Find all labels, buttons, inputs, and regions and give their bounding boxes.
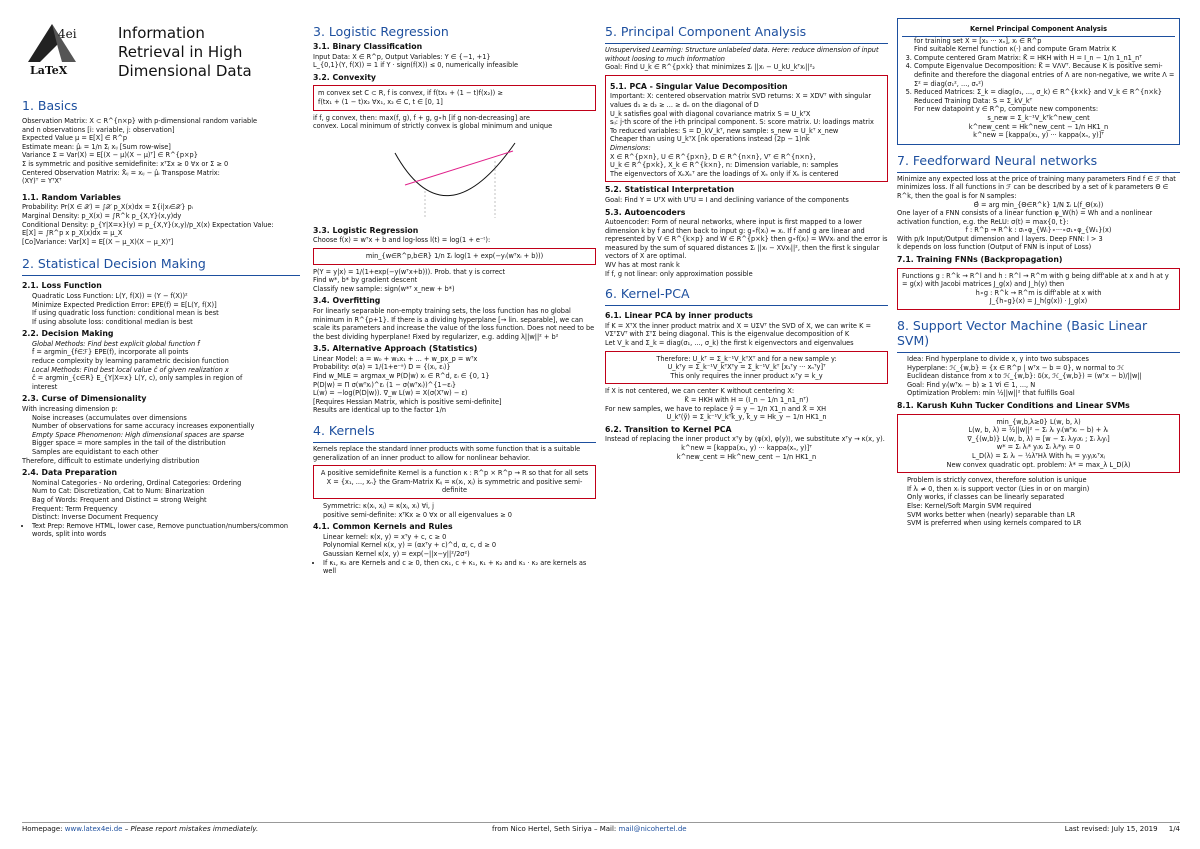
text-line: if f, g convex, then: max(f, g), f + g, g∘h [if g non-decreasing] are bbox=[313, 113, 530, 122]
prep-list bbox=[22, 479, 300, 539]
text-line: E[X] = ∫R^p x p_X(x)dx = μ_X bbox=[22, 229, 123, 238]
list-item: • Samples are equidistant to each other bbox=[32, 448, 300, 457]
formula-line: h∘g : R^k → R^m is diff'able at x with bbox=[975, 288, 1102, 297]
text-line: With increasing dimension p: bbox=[22, 405, 118, 414]
text-line: Goal: Find U_k ∈ R^{p×k} that minimizes Σᵢ ||xᵢ − U_kU_kᵀxᵢ||²₂ bbox=[605, 63, 815, 72]
list-item: • Empty Space Phenomenon: High dimensional spaces are sparse bbox=[32, 431, 300, 440]
decision-list bbox=[22, 340, 300, 392]
subsection-heading: 8.1. Karush Kuhn Tucker Conditions and Linear SVMs bbox=[897, 401, 1130, 410]
list-item: • Polynomial Kernel κ(x, y) = (αxᵀy + c)^d, α, c, d ≥ 0 bbox=[323, 541, 596, 550]
text-line: Expected Value μ = E[X] ∈ R^p bbox=[22, 134, 128, 143]
curse-list bbox=[22, 414, 300, 457]
list-item: 6. Reduced Training Data: S = Σ_kV_kᵀ bbox=[914, 97, 1175, 106]
header bbox=[22, 18, 300, 90]
paragraph: If K = XᵀX the inner product matrix and X = UΣVᵀ the SVD of X, we can write K = VΣᵀΣVᵀ with ΣᵀΣ being diagonal. This is the eigenvalue decomposition of K bbox=[605, 321, 872, 339]
box-title: Kernel Principal Component Analysis bbox=[902, 23, 1175, 37]
latex4ei-logo bbox=[22, 18, 82, 78]
list-item: • SVM is preferred when using kernels compared to LR bbox=[907, 519, 1180, 528]
list-item: • Gaussian Kernel κ(x, y) = exp(−||x−y||²/2σ²) bbox=[323, 550, 596, 559]
footer bbox=[22, 822, 1180, 833]
section-ffnn-heading: 7. Feedforward Neural networks bbox=[897, 152, 1098, 168]
list-item: • Bag of Words: Frequent and Distinct = strong Weight bbox=[32, 496, 300, 505]
formula-line: U_kᵀy = Σ_k⁻¹V_kᵀXᵀy = Σ_k⁻¹V_kᵀ [x₁ᵀy ··· xₙᵀy]ᵀ bbox=[667, 363, 826, 372]
page-number: 1/4 bbox=[1168, 825, 1180, 833]
list-item: • Number of observations for same accuracy increases exponentially bbox=[32, 422, 300, 431]
text-line: L(w) = −log(P(D|w)). ∇_w L(w) = X(σ(Xᵀw) − ε) bbox=[313, 389, 468, 398]
revision-date: Last revised: July 15, 2019 bbox=[1064, 825, 1158, 833]
paragraph: One layer of a FNN consists of a linear function φ_W(h) = Wh and a nonlinear activation function, e.g. the ReLU: σ(t) = max{0, t}: bbox=[897, 209, 1153, 226]
text-line: k depends on loss function (Output of FNN is input of Loss) bbox=[897, 243, 1092, 252]
list-item: • Minimize Expected Prediction Error: EPE(f) = E[L(Y, f(X)] bbox=[32, 301, 300, 310]
text-line: reduce complexity by learning parametric decision function bbox=[32, 357, 229, 366]
subsection-heading: 4.1. Common Kernels and Rules bbox=[313, 522, 453, 532]
kernel-pca-summary-box bbox=[897, 18, 1180, 145]
paragraph: Minimize any expected loss at the price of training many parameters Find f ∈ ℱ that minimizes loss. If all functions in ℱ can be described by a set of k parameters Θ ∈ R^k, then the goal is for N samples: bbox=[897, 172, 1180, 201]
subsection-heading: 2.4. Data Preparation bbox=[22, 468, 118, 478]
subsection-heading: 2.3. Curse of Dimensionality bbox=[22, 394, 147, 404]
kernel-props-list bbox=[313, 502, 596, 519]
text-line: Find w_MLE = argmax_w P(D|w) xᵢ ∈ R^d, εᵢ ∈ {0, 1} bbox=[313, 372, 490, 381]
text-line: If X is not centered, we can center K without centering X: bbox=[605, 387, 795, 396]
text-line: and n observations [i: variable, j: observation] bbox=[22, 125, 175, 134]
kkt-box bbox=[897, 414, 1180, 474]
formula-line: K̃ = HKH with H = (I_n − 1/n 1_n1_nᵀ) bbox=[684, 396, 809, 404]
homepage-link[interactable]: www.latex4ei.de bbox=[64, 825, 123, 833]
list-item: • SVM works better when (nearly) separable than LR bbox=[907, 511, 1180, 520]
text-line: U_k ∈ R^{p×k}, X_k ∈ R^{k×n}, n: Dimension variable, n: samples bbox=[610, 161, 839, 170]
formula-line: J_{h∘g}(x) = J_h(g(x)) · J_g(x) bbox=[989, 297, 1088, 306]
column-1 bbox=[22, 90, 300, 539]
formula-line: f : R^p → R^k : σₗ∘φ_{Wₗ}∘···∘σ₁∘φ_{W₁}(x) bbox=[965, 226, 1112, 235]
formula-line: min_{w,b,λ≥0} L(w, b, λ) bbox=[996, 417, 1081, 426]
section-kernels-heading: 4. Kernels bbox=[313, 423, 375, 439]
text-line: Linear Model: a = w₀ + w₁x₁ + ... + w_px_p = wᵀx bbox=[313, 354, 478, 363]
text-line: Σ is symmetric and positive semidefinite: xᵀΣx ≥ 0 ∀x or Σ ≥ 0 bbox=[22, 159, 229, 168]
formula-line: s_new = Σ_k⁻¹V_kᵀk^new_cent bbox=[987, 113, 1090, 122]
subsection-heading: 6.2. Transition to Kernel PCA bbox=[605, 424, 732, 434]
list-item: • Optimization Problem: min ½||w||² that fulfills Goal bbox=[907, 389, 1180, 398]
column-3 bbox=[605, 14, 888, 461]
list-item: • Only works, if classes can be linearly separated bbox=[907, 493, 1180, 502]
paragraph: Let V_k and Σ_k = diag(σ₁, ..., σ_k) the first k eigenvectors and eigenvalues bbox=[605, 339, 854, 348]
text-line: Results are identical up to the factor 1/n bbox=[313, 406, 447, 415]
text-line: [Co]Variance: Var[X] = E[(X − μ_X)(X − μ_X)ᵀ] bbox=[22, 237, 174, 246]
text-line: Marginal Density: p_X(x) = ∫R^k p_{X,Y}(x,y)dy bbox=[22, 211, 182, 220]
formula-line: Therefore: U_kᵀ = Σ_k⁻¹V_kᵀXᵀ and for a new sample y: bbox=[656, 354, 837, 363]
section-lr-heading: 3. Logistic Regression bbox=[313, 24, 449, 39]
text-line: (XY)ᵀ = YᵀXᵀ bbox=[22, 177, 62, 186]
list-item: • Distinct: Inverse Document Frequency bbox=[32, 513, 300, 522]
column-4 bbox=[897, 14, 1180, 528]
text-line: U_k satisfies goal with diagonal covariance matrix S = U_kᵀX bbox=[610, 109, 811, 118]
text-line: X ∈ R^{p×n}, U ∈ R^{p×n}, D ∈ R^{n×n}, Vᵀ ∈ R^{n×n}, bbox=[610, 152, 816, 161]
kernel-definition-box: A positive semidefinite Kernel is a function κ : R^p × R^p → R so that for all sets X = {x₁, ..., xₙ} the Gram-Matrix Kᵢⱼ = κ(xᵢ, xⱼ) is symmetric and positive semi-definite bbox=[313, 465, 596, 499]
formula-line: f(tx₁ + (1 − t)x₂ ∀x₁, x₂ ∈ C, t ∈ [0, 1] bbox=[318, 97, 443, 106]
text-line: f̂ = argmin_{f∈ℱ} EPE(f), incorporate all points bbox=[32, 348, 189, 357]
text-line: Find w*, b* by gradient descent bbox=[313, 276, 418, 285]
list-item: • Problem is strictly convex, therefore solution is unique bbox=[907, 476, 1180, 485]
text-line: convex. Local minimum of strictly convex is global minimum and unique bbox=[313, 122, 553, 131]
mail-link[interactable]: mail@nicohertel.de bbox=[618, 825, 687, 833]
text-line: Conditional Density: p_{Y|X=x}(y) = p_{X,Y}(x,y)/p_X(x) Expectation Value: bbox=[22, 220, 274, 229]
text-line: P(D|w) = Π σ(wᵀxᵢ)^εᵢ (1 − σ(wᵀxᵢ))^{1−εᵢ} bbox=[313, 380, 457, 389]
text-line: Choose f(x) = wᵀx + b and log-loss l(t) = log(1 + e⁻ᵗ): bbox=[313, 236, 491, 245]
paragraph: sᵢⱼ: j-th score of the i-th principal component. S: score matrix. U: loadings matrix bbox=[610, 118, 874, 127]
text-line: Probability: σ(a) = 1/(1+e⁻ᵃ) D = {(xᵢ, εᵢ)} bbox=[313, 363, 451, 372]
kpca-steps-list bbox=[902, 37, 1175, 114]
list-item: • If using absolute loss: conditional median is best bbox=[32, 318, 300, 327]
formula-line: k^new_cent = Hk^new_cent − 1/n HK1_n bbox=[676, 452, 817, 461]
list-item: • Euclidean distance from x to ℋ_{w,b}: δ(x, ℋ_{w,b}) = (wᵀx − b)/||w|| bbox=[907, 372, 1180, 381]
title-line: Dimensional Data bbox=[118, 62, 252, 80]
kkt-list bbox=[897, 476, 1180, 528]
paragraph: Unsupervised Learning: Structure unlabeled data. Here: reduce dimension of input without loosing to much information bbox=[605, 43, 888, 63]
section-svm-heading: 8. Support Vector Machine (Basic Linear SVM) bbox=[897, 318, 1148, 349]
text-line: If f, g not linear: only approximation possible bbox=[605, 269, 753, 278]
list-item: 3. Compute centered Gram Matrix: K̃ = HKH with H = I_n − 1/n 1_n1_nᵀ bbox=[914, 54, 1175, 63]
subsection-heading: 1.1. Random Variables bbox=[22, 192, 121, 202]
list-item: • Hyperplane: ℋ_{w,b} = {x ∈ R^p | wᵀx − b = 0}, w normal to ℋ bbox=[907, 364, 1180, 373]
text-line: L_{0,1}(Y, f(X)) = 1 if Y · sign(f(X)) ≤ 0, numerically infeasible bbox=[313, 61, 519, 70]
text-line: WV has at most rank k bbox=[605, 261, 680, 270]
subsection-heading: 3.3. Logistic Regression bbox=[313, 225, 419, 235]
paragraph: Goal: Find Y = UᵀX with UᵀU = I and declining variance of the components bbox=[605, 195, 849, 204]
list-item: 2. Find suitable Kernel function κ(·) and compute Gram Matrix K bbox=[914, 45, 1175, 54]
svg-text:4ei: 4ei bbox=[58, 27, 77, 41]
formula-line: Θ̂ = arg min_{Θ∈R^k} 1/N Σᵢ L(f_Θ(xᵢ)) bbox=[973, 200, 1104, 209]
footer-left bbox=[22, 825, 258, 833]
formula-line: w* = Σᵢ λᵢ* yᵢxᵢ Σᵢ λᵢ*yᵢ = 0 bbox=[996, 443, 1081, 452]
formula-line: m convex set C ⊂ R, f is convex, if f(tx₁ + (1 − t)f(x₂)) ≥ bbox=[318, 89, 503, 98]
text-line: Classify new sample: sign(w*ᵀ x_new + b*) bbox=[313, 284, 455, 293]
text-line: Variance Σ = Var(X) = E[(X − μ)(X − μ)ᵀ] ∈ R^{p×p} bbox=[22, 151, 198, 160]
section-sdm-heading: 2. Statistical Decision Making bbox=[22, 256, 206, 272]
backprop-box bbox=[897, 268, 1180, 310]
kernel-rules-list bbox=[313, 533, 596, 576]
subsection-heading: 3.4. Overfitting bbox=[313, 296, 381, 306]
subsection-heading: 2.1. Loss Function bbox=[22, 281, 102, 291]
loss-list bbox=[22, 292, 300, 326]
formula-line: New convex quadratic opt. problem: λ* = max_λ L_D(λ) bbox=[946, 460, 1131, 469]
subsection-heading: 5.3. Autoencoders bbox=[605, 207, 686, 217]
paragraph: Instead of replacing the inner product xᵀy by ⟨φ(x), φ(y)⟩, we substitute xᵀy → κ(x, y). bbox=[605, 435, 885, 444]
footer-middle bbox=[492, 825, 687, 833]
list-item: • Goal: Find yᵢ(wᵀxᵢ − b) ≥ 1 ∀i ∈ 1, ..., N bbox=[907, 381, 1180, 390]
paragraph: Functions g : R^k → R^l and h : R^l → R^m with g being diff'able at x and h at y = g(x) with Jacobi matrices J_g(x) and J_h(y) then bbox=[902, 271, 1169, 289]
list-item: • If λᵢ ≠ 0, then xᵢ is support vector (Lies in or on margin) bbox=[907, 485, 1180, 494]
subsection-heading: 5.1. PCA - Singular Value Decomposition bbox=[610, 81, 788, 91]
title-line: Information bbox=[118, 24, 205, 42]
convexity-box bbox=[313, 85, 596, 110]
text-line: For new samples, we have to replace ỹ = y − 1/n X1_n and X̃ = XH bbox=[605, 404, 827, 413]
section-basics-heading: 1. Basics bbox=[22, 98, 78, 113]
subsection-heading: 3.1. Binary Classification bbox=[313, 42, 423, 51]
svm-section bbox=[897, 352, 1180, 528]
list-item: 4. Compute Eigenvalue Decomposition: K̃ = VΛVᵀ. Because K is positive semi-definite and therefore the diagonal entries of Λ are non-negative, we write Λ = Σ² = diag(σ₁², ..., σₙ²) bbox=[914, 62, 1175, 88]
svm-list bbox=[897, 355, 1180, 398]
text-line: Therefore, difficult to estimate underlying distribution bbox=[22, 456, 200, 465]
paragraph: Important: X: centered observation matrix SVD returns: X = XDVᵀ with singular values d₁ ≥ d₂ ≥ ... ≥ dₙ on the diagonal of D bbox=[610, 92, 872, 109]
formula-line: This only requires the inner product xᵢᵀy = k_y bbox=[670, 371, 823, 380]
text-line: The eigenvectors of XₖXₖᵀ are the loadings of Xₖ only if Xₖ is centered bbox=[610, 169, 839, 178]
list-item: • positive semi-definite: xᵀKx ≥ 0 ∀x or all eigenvalues ≥ 0 bbox=[323, 511, 596, 520]
list-item: • Text Prep: Remove HTML, lower case, Remove punctuation/numbers/common words, split into words bbox=[32, 522, 300, 539]
logreg-box bbox=[313, 248, 596, 265]
list-item: • Linear kernel: κ(x, y) = xᵀy + c, c ≥ 0 bbox=[323, 533, 596, 542]
text-line: ĉ = argmin_{c∈R} E_{Y|X=x} L(Y, c), only samples in region of bbox=[32, 374, 243, 383]
svg-text:LaTeX: LaTeX bbox=[30, 64, 68, 77]
text-line: Cheaper than using U_kᵀX [nk operations instead (2p − 1)nk bbox=[610, 135, 810, 144]
list-item: • Global Methods: Find best explicit global function f̂ bbox=[32, 340, 300, 349]
formula-line: k^new = [kappa(x₁, y) ··· kappa(xₙ, y)]ᵀ bbox=[973, 131, 1104, 140]
list-item: • If κ₁, κ₂ are Kernels and c ≥ 0, then cκ₁, c + κ₁, κ₁ + κ₂ and κ₁ · κ₂ are kernels as well bbox=[323, 559, 596, 576]
text-line: Dimensions: bbox=[610, 143, 651, 152]
paragraph: Autoencoder: Form of neural networks, where input is first mapped to a lower dimension k by f and then back to input g: g∘f(xᵢ) ≈ xᵢ. If f and g are linear and represented by V ∈ R^{k×p} and W ∈ R^{p×k} then g∘f(xᵢ) = WVxᵢ and the error is measured by the sum of squared distances Σᵢ ||xᵢ − XVxᵢ||², then the first k singular vectors of X are optimal. bbox=[605, 218, 888, 261]
section-kernel-pca-heading: 6. Kernel-PCA bbox=[605, 286, 690, 302]
formula-line: k^new = [kappa(x₁, y) ··· kappa(xₙ, y)]ᵀ bbox=[681, 443, 812, 452]
column-2 bbox=[313, 14, 596, 576]
svd-box bbox=[605, 75, 888, 183]
list-item: • Num to Cat: Discretization, Cat to Num: Binarization bbox=[32, 487, 300, 496]
text-line: interest bbox=[32, 382, 58, 391]
footer-right bbox=[1065, 825, 1180, 833]
list-item: 7. For new datapoint y ∈ R^p, compute new components: bbox=[914, 105, 1175, 114]
formula-line: L(w, b, λ) = ½||w||² − Σᵢ λᵢ yᵢ(wᵀxᵢ − b) + λᵢ bbox=[968, 426, 1109, 435]
text-line: Probability: Pr(X ∈ 𝒳) = ∫𝒳 p_X(x)dx = Σ{i|xᵢ∈𝒳} pᵢ bbox=[22, 203, 193, 212]
subsection-heading: 2.2. Decision Making bbox=[22, 329, 114, 339]
list-item: • Symmetric: κ(xᵢ, xⱼ) = κ(xⱼ, xᵢ) ∀i, j bbox=[323, 502, 596, 511]
text-line: Observation Matrix: X ⊂ R^{n×p} with p-dimensional random variable bbox=[22, 117, 258, 125]
formula-line: U_kᵀ(ỹ) = Σ_k⁻¹V_kᵀk̃_y, k̃_y = Hk_y − 1/n HK1_n bbox=[666, 413, 827, 422]
list-item: • Else: Kernel/Soft Margin SVM required bbox=[907, 502, 1180, 511]
list-item: • Bigger space = more samples in the tail of the distribution bbox=[32, 439, 300, 448]
paragraph: For linearly separable non-empty training sets, the loss function has no global minimum in R^{p+1}. If there is a dividing hyperplane [→ lin. separable], we can scale its parameters and increase the value of the loss function. Does not need to be the best dividing hyperplane! Fixed by regularizer, e.g. adding λ||w||² + b² bbox=[313, 306, 595, 341]
list-item: • Nominal Categories - No ordering, Ordinal Categories: Ordering bbox=[32, 479, 300, 488]
list-item: • Quadratic Loss Function: L(Y, f(X)) = (Y − f(X))² bbox=[32, 292, 300, 301]
footer-text: from Nico Hertel, Seth Siriya – Mail: bbox=[492, 825, 619, 833]
text-line: [Requires Hessian Matrix, which is positive semi-definite] bbox=[313, 397, 502, 406]
subsection-heading: 3.5. Alternative Approach (Statistics) bbox=[313, 344, 478, 354]
list-item: • If using quadratic loss function: conditional mean is best bbox=[32, 309, 300, 318]
kernel-pca-section bbox=[605, 305, 888, 461]
title-line: Retrieval in High bbox=[118, 43, 243, 61]
formula-line: k^new_cent = Hk^new_cent − 1/n HK1_n bbox=[968, 122, 1109, 131]
sdm-section bbox=[22, 275, 300, 539]
paragraph: Kernels replace the standard inner products with some function that is a suitable generalization of an inner product to allow for nonlinear behavior. bbox=[313, 442, 596, 462]
subsection-heading: 3.2. Convexity bbox=[313, 72, 376, 82]
convexity-plot bbox=[385, 133, 525, 223]
text-line: Centered Observation Matrix: X̃ᵢⱼ = xᵢⱼ − μ̂ᵢ Transpose Matrix: bbox=[22, 168, 220, 177]
kernel-pca-box bbox=[605, 351, 888, 385]
text-line: Estimate mean: μ̂ᵢ = 1/n Σⱼ xᵢⱼ [Sum row-wise] bbox=[22, 142, 171, 151]
footer-text: Homepage: bbox=[22, 825, 65, 833]
list-item: • Noise increases (accumulates over dimensions bbox=[32, 414, 300, 423]
formula-line: L_D(λ) = Σᵢ λᵢ − ½λᵀHλ With hᵢⱼ = yᵢyⱼxᵢᵀxⱼ bbox=[972, 451, 1105, 460]
list-item: • Local Methods: Find best local value ĉ of given realization x bbox=[32, 366, 300, 375]
footer-text: – Please report mistakes immediately. bbox=[122, 825, 259, 833]
list-item: • Frequent: Term Frequency bbox=[32, 505, 300, 514]
formula-line: min_{w∈R^p,b∈R} 1/n Σᵢ log(1 + exp(−yᵢ(wᵀxᵢ + b))) bbox=[365, 251, 544, 260]
text-line: Input Data: X ∈ R^p, Output Variables: Y ∈ {−1, +1} bbox=[313, 52, 491, 61]
text-line: P(Y = y|x) = 1/(1+exp(−y(wᵀx+b))). Prob. that y is correct bbox=[313, 267, 506, 276]
text-line: To reduced variables: S = D_kV_kᵀ, new sample: s_new = U_kᵀ x_new bbox=[610, 126, 839, 135]
section-pca-heading: 5. Principal Component Analysis bbox=[605, 24, 807, 39]
page-title bbox=[118, 24, 252, 81]
list-item: 5. Reduced Matrices: Σ_k = diag(σ₁, ..., σ_k) ∈ R^{k×k} and V_k ∈ R^{n×k} bbox=[914, 88, 1175, 97]
text-line: With p/k Input/Output dimension and l layers. Deep FNN: l > 3 bbox=[897, 234, 1103, 243]
formula-line: ∇_{(w,b)} L(w, b, λ) = [w − Σᵢ λᵢyᵢxᵢ ; Σᵢ λᵢyᵢ] bbox=[967, 434, 1110, 443]
subsection-heading: 6.1. Linear PCA by inner products bbox=[605, 311, 753, 321]
subsection-heading: 5.2. Statistical Interpretation bbox=[605, 185, 735, 195]
list-item: 1. for training set X = [x₁ ··· xₙ], xᵢ ∈ R^p bbox=[914, 37, 1175, 46]
subsection-heading: 7.1. Training FNNs (Backpropagation) bbox=[897, 255, 1063, 265]
list-item: • Idea: Find hyperplane to divide x, y into two subspaces bbox=[907, 355, 1180, 364]
